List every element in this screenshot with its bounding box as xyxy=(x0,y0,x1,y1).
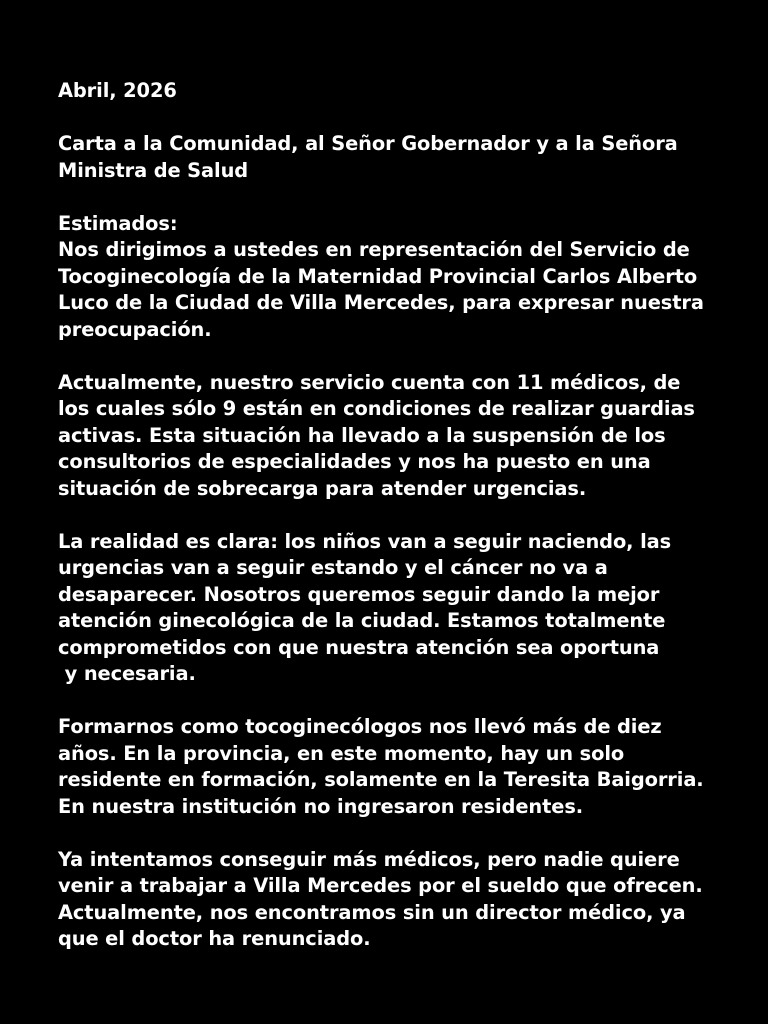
letter-line: y necesaria. xyxy=(58,662,196,685)
letter-line: residente en formación, solamente en la Teresita Baigorria. xyxy=(58,768,704,791)
letter-paragraph-staffing xyxy=(58,370,748,503)
letter-line: activas. Esta situación ha llevado a la suspensión de los xyxy=(58,423,666,447)
letter-line: Actualmente, nos encontramos sin un director médico, ya xyxy=(58,900,686,924)
letter-line: venir a trabajar a Villa Mercedes por el sueldo que ofrecen. xyxy=(58,874,703,897)
letter-paragraph-training xyxy=(58,714,748,820)
letter-line: Abril, 2026 xyxy=(58,79,177,102)
letter-line: Ministra de Salud xyxy=(58,158,249,182)
letter-paragraph-reality xyxy=(58,529,748,688)
letter-line: situación de sobrecarga para atender urgencias. xyxy=(58,476,587,500)
letter-addressee xyxy=(58,131,748,184)
letter-line: Nos dirigimos a ustedes en representación del Servicio de xyxy=(58,238,690,261)
letter-line: comprometidos con que nuestra atención sea oportuna xyxy=(58,635,660,659)
letter-intro-paragraph xyxy=(58,211,748,344)
letter-paragraph-recruitment xyxy=(58,847,748,953)
letter-line: Ya intentamos conseguir más médicos, pero nadie quiere xyxy=(58,847,680,871)
letter-line: los cuales sólo 9 están en condiciones de realizar guardias xyxy=(58,397,695,420)
letter-line: urgencias van a seguir estando y el cáncer no va a xyxy=(58,556,608,579)
letter-line: La realidad es clara: los niños van a seguir naciendo, las xyxy=(58,529,672,553)
letter-line: consultorios de especialidades y nos ha puesto en una xyxy=(58,450,651,473)
letter-line: Luco de la Ciudad de Villa Mercedes, para expresar nuestra xyxy=(58,291,704,314)
letter-body xyxy=(58,78,748,979)
letter-line: preocupación. xyxy=(58,317,212,341)
letter-line: Tocoginecología de la Maternidad Provincial Carlos Alberto xyxy=(58,264,698,288)
letter-line: Actualmente, nuestro servicio cuenta con 11 médicos, de xyxy=(58,370,681,394)
letter-line: Estimados: xyxy=(58,211,178,235)
letter-line: desaparecer. Nosotros queremos seguir dando la mejor xyxy=(58,582,660,606)
letter-line: Formarnos como tocoginecólogos nos llevó más de diez xyxy=(58,715,662,738)
letter-date xyxy=(58,78,748,105)
letter-line: En nuestra institución no ingresaron residentes. xyxy=(58,794,584,818)
letter-line: que el doctor ha renunciado. xyxy=(58,927,371,950)
letter-line: atención ginecológica de la ciudad. Estamos totalmente xyxy=(58,609,666,632)
letter-line: Carta a la Comunidad, al Señor Gobernador y a la Señora xyxy=(58,132,678,155)
letter-line: años. En la provincia, en este momento, hay un solo xyxy=(58,741,625,765)
